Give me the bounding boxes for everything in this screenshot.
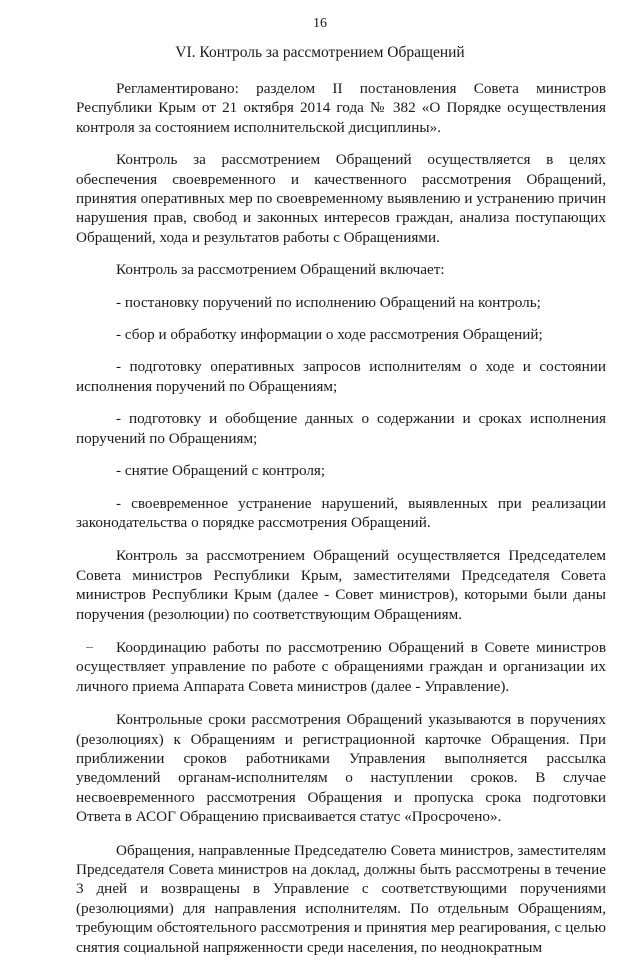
section-heading: VI. Контроль за рассмотрением Обращений: [175, 44, 465, 61]
document-body: [76, 79, 606, 970]
list-item: - подготовку оперативных запросов исполнителям о ходе и состоянии исполнения поручений по Обращениям;: [76, 358, 606, 395]
list-item: - постановку поручений по исполнению Обращений на контроль;: [116, 293, 541, 311]
paragraph-control-includes: Контроль за рассмотрением Обращений включает:: [116, 261, 445, 279]
paragraph-deadlines: Контрольные сроки рассмотрения Обращений указываются в поручениях (резолюциях) к Обращениям и регистрационной карточке Обращения. При приближении сроков работниками Управления выполняется рассылка уведомлений органам-исполнителям о наступлении сроков. В случае несвоевременного рассмотрения Обращения и пропуска срока подготовки Ответа в АСОГ Обращению присваивается статус «Просрочено».: [76, 711, 606, 826]
scan-mark: [86, 647, 93, 648]
paragraph-control-by-chairman: Контроль за рассмотрением Обращений осуществляется Председателем Совета министров Республики Крым, заместителями Председателя Совета министров Республики Крым (далее - Совет министров), которыми были даны поручения (резолюции) по соответствующим Обращениям.: [76, 547, 606, 623]
list-item: - снятие Обращений с контроля;: [116, 462, 326, 480]
list-item: - подготовку и обобщение данных о содержании и сроках исполнения поручений по Обращениям;: [76, 410, 606, 447]
page-number: 16: [313, 16, 327, 31]
list-item: - своевременное устранение нарушений, выявленных при реализации законодательства о порядке рассмотрения Обращений.: [76, 494, 606, 531]
paragraph-regulation: Регламентировано: разделом II постановления Совета министров Республики Крым от 21 октября 2014 года № 382 «О Порядке осуществления контроля за состоянием исполнительской дисциплины».: [76, 80, 606, 136]
list-item: - сбор и обработку информации о ходе рассмотрения Обращений;: [116, 326, 543, 344]
paragraph-control-purpose: Контроль за рассмотрением Обращений осуществляется в целях обеспечения своевременного и качественного рассмотрения Обращений, принятия оперативных мер по своевременному выявлению и устранению причин нарушения прав, свобод и законных интересов граждан, анализа поступающих Обращений, хода и результатов работы с Обращениями.: [76, 151, 606, 246]
paragraph-report-procedure: Обращения, направленные Председателю Совета министров, заместителям Председателя Совета министров на доклад, должны быть рассмотрены в течение 3 дней и возвращены в Управление с соответствующими поручениями (резолюциями) для направления исполнителям. По отдельным Обращениям, требующим обстоятельного рассмотрения и принятия мер реагирования, с целью снятия социальной напряженности среди населения, по неоднократным: [76, 841, 606, 956]
paragraph-coordination: Координацию работы по рассмотрению Обращений в Совете министров осуществляет управление по работе с обращениями граждан и организации их личного приема Аппарата Совета министров (далее - Управление).: [76, 638, 606, 695]
